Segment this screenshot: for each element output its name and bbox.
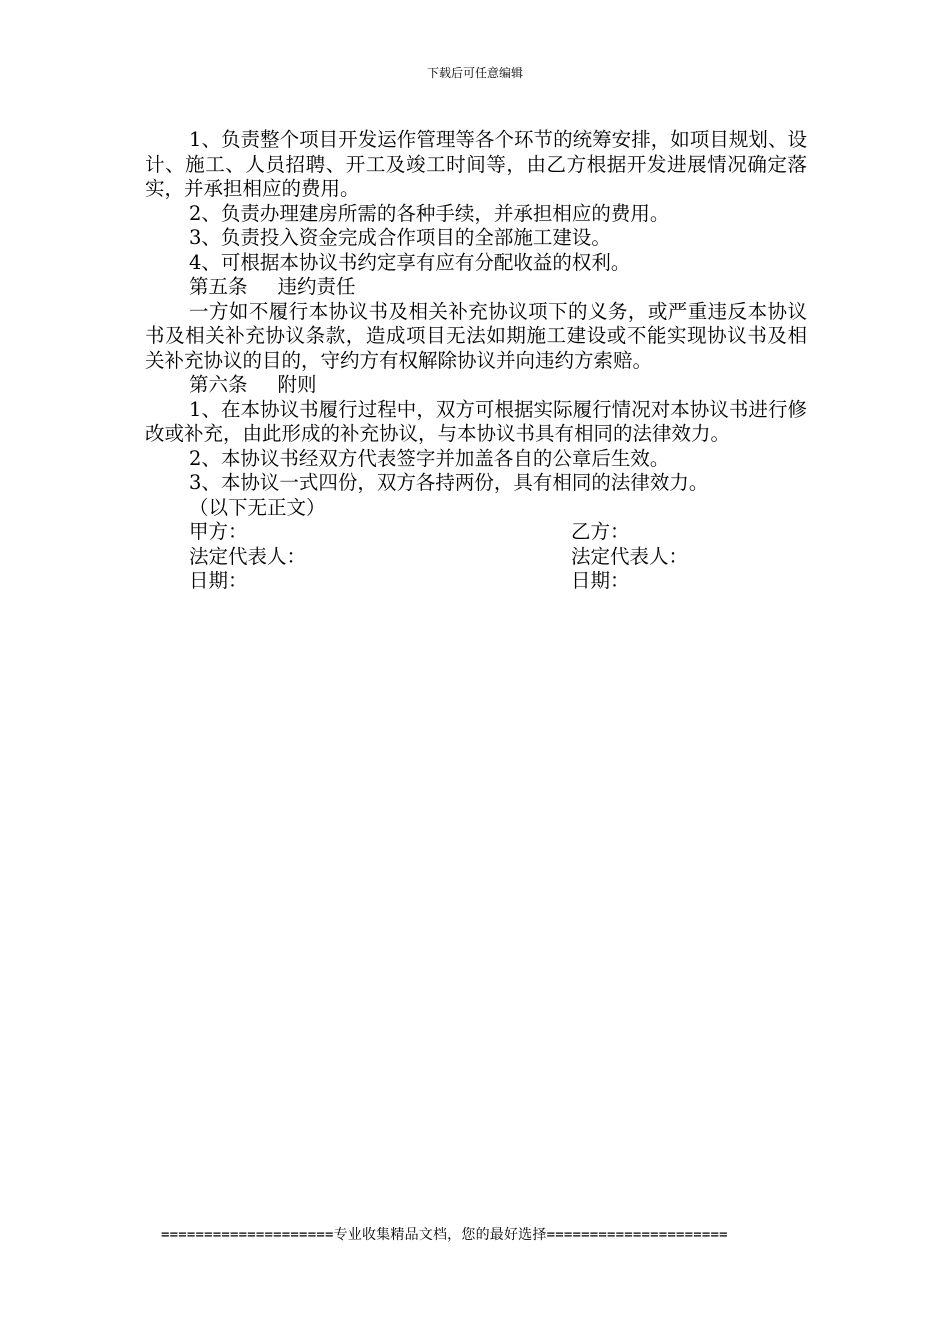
article-5-title: 违约责任 [277,275,356,298]
page-header: 下载后可任意编辑 [426,66,523,80]
signature-date-row [145,569,807,594]
signature-representative-row [145,545,807,570]
signature-party-row [145,520,807,545]
clause-1: 1、负责整个项目开发运作管理等各个环节的统筹安排，如项目规划、设计、施工、人员招聘、开工及竣工时间等，由乙方根据开发进展情况确定落实，并承担相应的费用。 [145,128,807,200]
party-b-label: 乙方： [571,520,630,543]
page-footer [145,1226,809,1244]
article-6-title: 附则 [277,373,317,396]
article-6-number: 第六条 [189,373,248,396]
footer-text: ====================专业收集精品文档，您的最好选择===================== [161,1227,728,1243]
end-of-text-note: （以下无正文） [189,495,326,519]
article-5-number: 第五条 [189,275,248,298]
article-5-heading [145,275,807,300]
party-a-representative-label: 法定代表人： [189,544,307,568]
article-6-heading [145,373,807,398]
document-body [145,128,807,594]
party-a-date-label: 日期： [189,569,248,592]
party-b-representative-label: 法定代表人： [571,544,689,568]
clause-2: 2、负责办理建房所需的各种手续，并承担相应的费用。 [189,201,670,225]
party-b-date-label: 日期： [571,569,630,592]
clause-3: 3、负责投入资金完成合作项目的全部施工建设。 [189,226,611,249]
party-a-label: 甲方： [189,520,248,543]
supplementary-clause-3: 3、本协议一式四份，双方各持两份，具有相同的法律效力。 [189,471,709,494]
clause-4: 4、可根据本协议书约定享有应有分配收益的权利。 [189,250,631,274]
breach-clause: 一方如不履行本协议书及相关补充协议项下的义务，或严重违反本协议书及相关补充协议条款，造成项目无法如期施工建设或不能实现协议书及相关补充协议的目的，守约方有权解除协议并向违约方索赔。 [145,299,807,372]
supplementary-clause-1: 1、在本协议书履行过程中，双方可根据实际履行情况对本协议书进行修改或补充，由此形成的补充协议，与本协议书具有相同的法律效力。 [145,397,807,445]
supplementary-clause-2: 2、本协议书经双方代表签字并加盖各自的公章后生效。 [189,446,670,470]
